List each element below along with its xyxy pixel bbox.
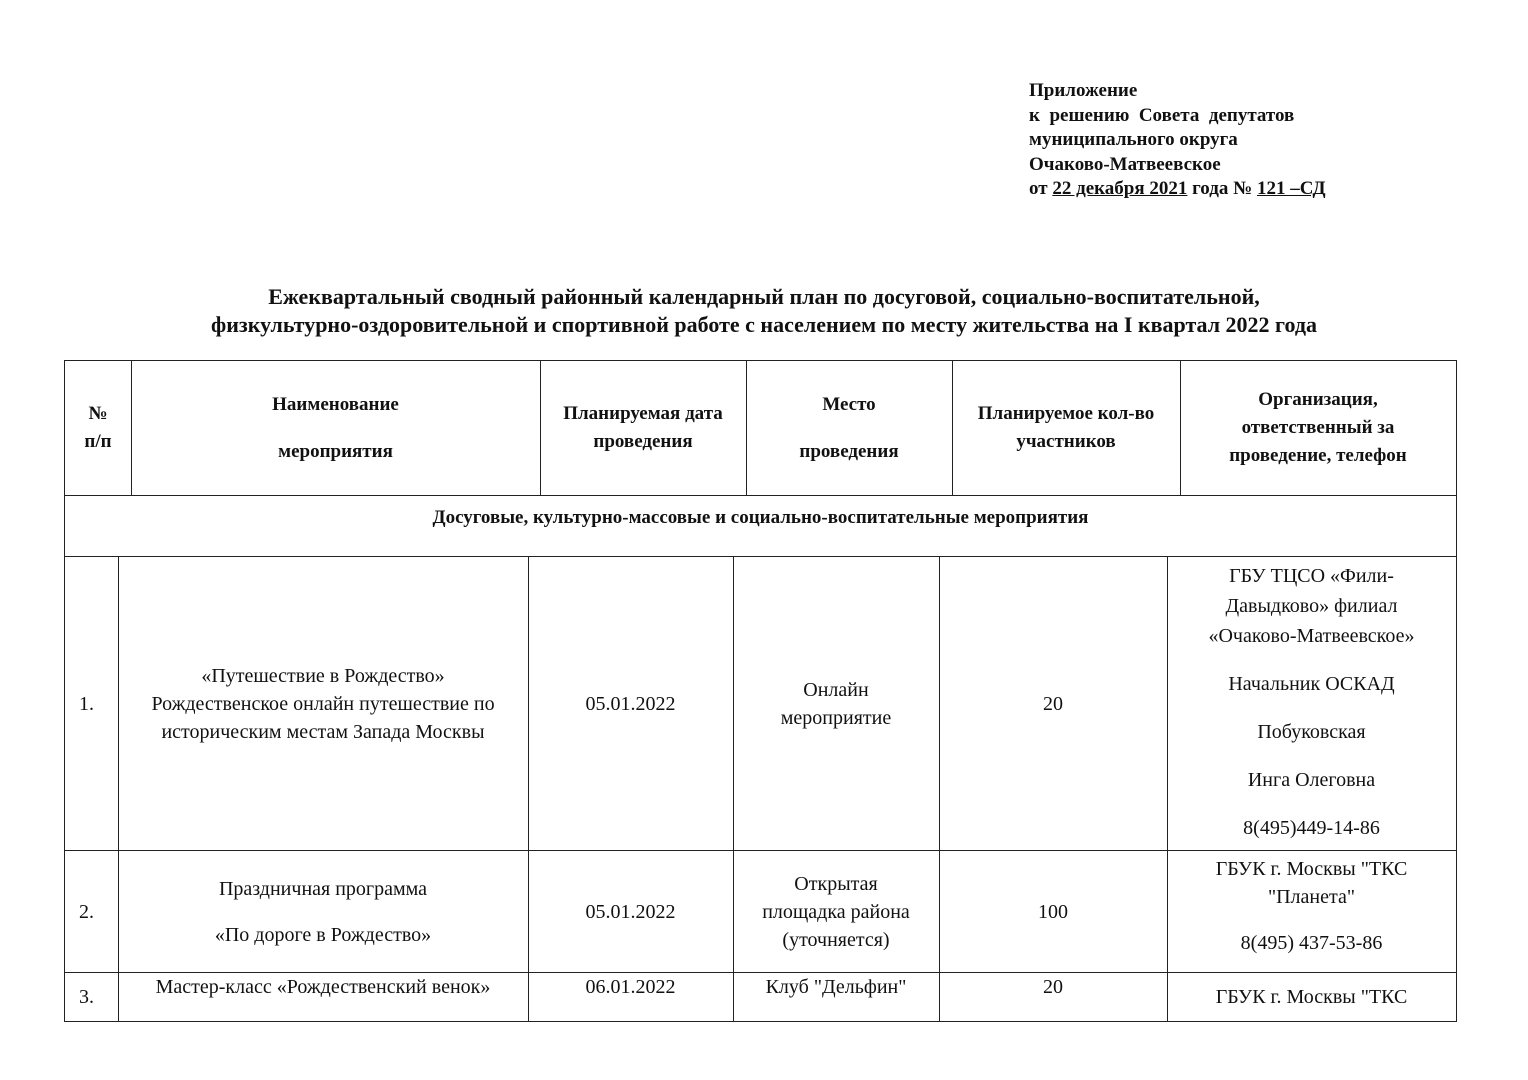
appendix-date-prefix: от (1029, 178, 1053, 199)
section-title: Досуговые, культурно-массовые и социально-воспитательные мероприятия (432, 507, 1089, 528)
event-name-text: Мастер-класс «Рождественский венок» (155, 976, 491, 998)
header-date (540, 361, 746, 495)
appendix-block (1029, 79, 1326, 202)
header-name-line2: мероприятия (278, 440, 393, 462)
event-place-line2: мероприятие (780, 707, 892, 729)
participants-count-text: 100 (1038, 901, 1068, 923)
event-place (733, 973, 939, 1021)
row-number-text: 2. (79, 901, 94, 923)
participants-count (939, 973, 1167, 1021)
organizer-line3: «Очаково-Матвеевское» (1208, 625, 1415, 647)
appendix-line-date (1029, 177, 1326, 202)
header-date-line2: проведения (593, 431, 693, 452)
appendix-line-name: Очаково-Матвеевское (1029, 153, 1221, 175)
header-place-line2: проведения (799, 440, 899, 462)
event-date (528, 851, 733, 973)
organizer-line2: Давыдково» филиал (1225, 595, 1398, 617)
event-date (528, 557, 733, 851)
header-count-line1: Планируемое кол-во (977, 403, 1155, 424)
appendix-number: 121 –СД (1256, 178, 1326, 199)
event-name (118, 851, 528, 973)
header-num-line2: п/п (84, 431, 112, 452)
appendix-line-decision: к решению Совета депутатов (1029, 104, 1295, 126)
event-date-text: 05.01.2022 (585, 901, 676, 923)
appendix-number-prefix: года № (1187, 178, 1257, 199)
participants-count-text: 20 (1043, 693, 1063, 715)
participants-count (939, 557, 1167, 851)
event-date-text: 05.01.2022 (585, 693, 676, 715)
appendix-line-district: муниципального округа (1029, 129, 1238, 150)
header-name-line1: Наименование (272, 393, 399, 415)
header-org-line1: Организация, (1258, 389, 1378, 410)
document-title-line2: физкультурно-оздоровительной и спортивной работе с населением по месту жительства на I квартал 2022 года (210, 312, 1317, 337)
document-title-line1: Ежеквартальный сводный районный календарный план по досуговой, социально-воспитательной, (268, 284, 1260, 309)
organizer-surname: Побуковская (1257, 721, 1366, 743)
row-number-text: 3. (79, 986, 94, 1008)
organizer-phone: 8(495) 437-53-86 (1240, 932, 1383, 954)
header-place-line1: Место (822, 393, 876, 415)
appendix-date: 22 декабря 2021 (1052, 178, 1188, 199)
organizer (1167, 851, 1456, 973)
event-name (118, 973, 528, 1021)
header-org-line3: проведение, телефон (1229, 445, 1407, 466)
event-name-line1: «Путешествие в Рождество» (201, 665, 445, 687)
table-section-row (64, 496, 1457, 557)
header-count-line2: участников (1016, 431, 1116, 452)
event-date-text: 06.01.2022 (585, 976, 676, 998)
participants-count-text: 20 (1043, 976, 1063, 998)
organizer-phone: 8(495)449-14-86 (1243, 817, 1380, 839)
header-count (952, 361, 1180, 495)
event-name-line2: Рождественское онлайн путешествие по (151, 693, 495, 715)
event-place (733, 557, 939, 851)
header-num (65, 361, 131, 495)
header-date-line1: Планируемая дата (563, 403, 723, 424)
organizer-title: Начальник ОСКАД (1228, 673, 1395, 695)
organizer-line1: ГБУК г. Москвы "ТКС (1215, 986, 1408, 1008)
event-name (118, 557, 528, 851)
header-org-line2: ответственный за (1241, 417, 1395, 438)
event-name-line3: историческим местам Запада Москвы (161, 721, 485, 743)
row-number (65, 973, 118, 1021)
organizer-line2: "Планета" (1267, 886, 1356, 908)
organizer (1167, 973, 1456, 1021)
header-name (131, 361, 540, 495)
organizer-given-name: Инга Олеговна (1247, 769, 1376, 791)
table-row (64, 556, 1457, 851)
header-num-line1: № (88, 403, 108, 424)
table-row (64, 972, 1457, 1022)
header-org (1180, 361, 1456, 495)
header-place (746, 361, 952, 495)
organizer (1167, 557, 1456, 851)
participants-count (939, 851, 1167, 973)
document-title (0, 283, 1528, 339)
event-place (733, 851, 939, 973)
row-number (65, 851, 118, 973)
event-place-text: Клуб "Дельфин" (765, 976, 907, 998)
appendix-title: Приложение (1029, 80, 1138, 101)
event-place-line3: (уточняется) (782, 929, 890, 951)
event-date (528, 973, 733, 1021)
row-number (65, 557, 118, 851)
row-number-text: 1. (79, 693, 94, 715)
table-row (64, 850, 1457, 973)
event-place-line1: Открытая (794, 873, 878, 895)
event-name-line2: «По дороге в Рождество» (214, 924, 432, 946)
event-place-line1: Онлайн (803, 679, 869, 701)
table-header (64, 360, 1457, 496)
event-name-line1: Праздничная программа (218, 878, 428, 900)
event-place-line2: площадка района (762, 901, 910, 923)
organizer-line1: ГБУК г. Москвы "ТКС (1215, 858, 1408, 880)
organizer-line1: ГБУ ТЦСО «Фили- (1229, 565, 1394, 587)
